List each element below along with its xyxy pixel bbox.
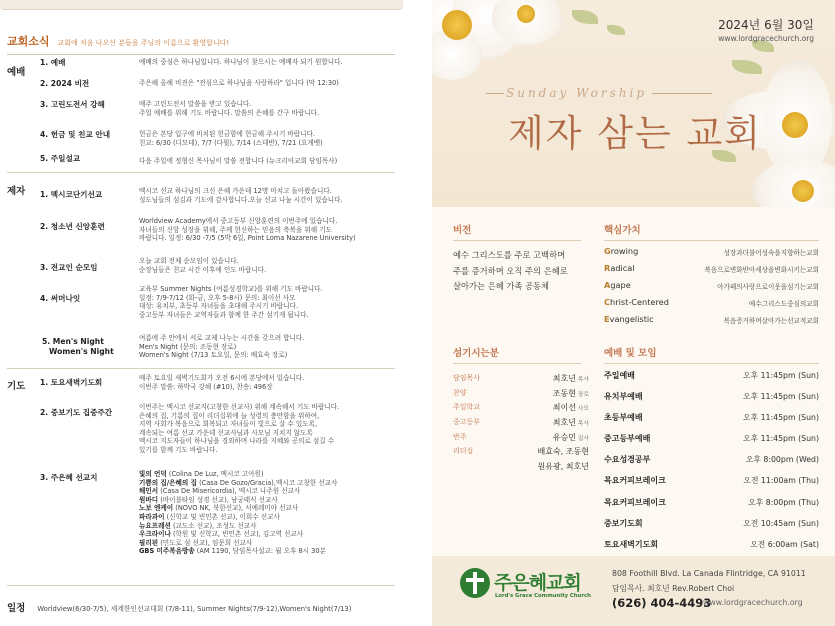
item-desc [139,130,397,147]
desc-line: 대상: 유치부, 초등부 자녀들을 초대해 주시기 바랍니다. [139,302,299,311]
servant-name: 조동현 장로 [552,388,589,398]
mission-line: 우크라이나 (학원 및 신학교, 빈민촌 선교), 김고역 선교사 [139,530,304,539]
schedule-label: 일정 [7,603,26,614]
notice-header [7,33,395,55]
worship-tag: Sunday Worship [506,86,647,100]
desc-line: 다음 주일에 정형신 목사님이 말씀 전합니다 (뉴크리아교회 담임목사) [139,157,338,165]
core-value-word: Growing [604,246,639,256]
core-value-word: Radical [604,263,635,273]
mission-line: 헤민서 (Casa De Misericordia), 멕시코 나주원 선교사 [139,487,301,496]
church-logo-icon [460,568,490,598]
item-desc [139,100,397,117]
item-desc [139,257,397,274]
item-title: 1. 예배 [40,58,66,67]
worship-time: 오후 11:45pm (Sun) [743,434,819,444]
desc-line: 은혜의 집, 기름의 집이 리더십위에 늘 성령의 충만함을 위하여, [139,411,320,420]
desc-line: 주은혜 올해 비전은 "전심으로 하나님을 사랑하라" 입니다 (막 12:30) [139,79,339,87]
desc-line: 중고등부 자녀들은 교역자들과 함께 한 주간 섬기게 됩니다. [139,310,309,319]
worship-row [604,454,819,475]
desc-line: 여름에 주 안에서 서로 교제 나누는 시간을 갖으려 합니다. [139,334,305,342]
item-desc [139,157,397,166]
mission-line: 원바디 (바이블타임 성경 선교), 남궁태식 선교사 [139,495,278,504]
mission-line: 노보 엔케이 (NOVO NK, 북한선교), 서예레미야 선교사 [139,504,299,513]
item-desc [139,79,397,88]
item-title-line: 5. Men's Night [42,337,104,346]
worship-row [604,433,819,454]
servants-heading: 섬기시는분 [453,348,499,359]
heading-divider [453,363,581,364]
hero-banner [432,0,835,207]
item-title: 3. 전교인 순모임 [40,263,98,272]
core-value-item [604,280,819,297]
worship-name: 중고등부예배 [604,434,651,444]
heading-divider [604,240,819,241]
section-label: 예배 [7,67,26,78]
core-value-word: Evangelistic [604,314,654,324]
servant-row [453,461,589,476]
servant-row [453,388,589,403]
item-title: 1. 멕시코단기선교 [40,190,103,199]
section-divider [7,172,395,173]
item-desc [139,58,397,67]
section-label: 기도 [7,381,26,392]
servant-name: 최호년 목사 [552,374,589,383]
bulletin-date: 2024년 6월 30일 [718,18,814,32]
worship-heading: 예배 및 모임 [604,348,657,359]
worship-row [604,391,819,412]
item-title: 4. 헌금 및 친교 안내 [40,130,111,139]
servant-role: 주일학교 [453,403,481,412]
worship-name: 주일예배 [604,371,635,380]
item-title: 4. 써머나잇 [40,294,81,303]
item-title: 5. 주일설교 [40,154,81,163]
worship-row [604,370,819,391]
mission-line: 빛의 언덕 (Colina De Luz, 멕시코 고아원) [139,470,264,478]
worship-time: 오후 11:45pm (Sun) [743,392,819,402]
church-phone[interactable]: (626) 404-4493 [612,596,712,610]
servant-name: 배효숙, 조동현 [537,447,589,457]
desc-line: 오늘 교회 전체 순모임이 있습니다. [139,257,239,265]
item-title: 3. 주은혜 선교지 [40,473,98,482]
heading-divider [453,240,581,241]
item-desc [139,285,397,319]
item-title: 2. 중보기도 집중주간 [40,408,113,417]
servant-row [453,446,589,461]
vision-heading: 비전 [453,225,472,236]
servant-role: 리더십 [453,447,474,456]
worship-name: 목요커피브레이크 [604,476,666,486]
desc-line: 계속되는 여름 선교 가운데 선교사님과 사모님 지치지 않도록 [139,428,313,437]
worship-name: 목요커피브레이크 [604,497,666,507]
core-values-list [604,246,819,331]
item-title [40,337,132,357]
desc-line: 자녀들의 신앙 성장을 위해, 주께 헌신하는 믿음의 축복을 위해 기도 [139,225,332,234]
section-label: 제자 [7,186,26,197]
desc-line: 멕시코 선교 하나님의 크신 은혜 가운데 12명 마치고 돌아왔습니다. [139,187,332,195]
item-desc [139,217,397,243]
worship-row [604,497,819,518]
servant-role: 담임목사 [453,374,481,382]
core-value-desc: 예수그리스도중심의교회 [748,300,819,308]
section-divider [7,585,395,586]
desc-line: Men's Night (문의: 조동현 장로) [139,342,237,351]
servants-list [453,373,589,476]
section-divider [7,368,395,369]
desc-line: 이번주는 멕시코 선교지(고창한 선교사) 위해 계속해서 기도 바랍니다. [139,403,340,411]
mission-line: GBS 미주복음방송 (AM 1190, 담임목사설교: 월 오후 8시 30분 [139,547,326,556]
desc-line: 이번주 말씀: 하박국 강해 (#10), 찬송: 496장 [139,382,273,391]
mission-line: 파라과이 (신학교 및 빈민촌 선교), 이희수 선교사 [139,512,280,521]
page-title: 제자 삼는 교회 [508,112,762,155]
servant-row [453,373,589,388]
worship-time: 오후 8:00pm (Wed) [745,455,819,465]
mission-line: 필리핀 (민도로 섬 선교), 임문희 선교사 [139,538,253,547]
vision-text [453,248,581,295]
servant-row [453,402,589,417]
desc-line: 일정: 7/9-7/12 (화-금, 오후 5-8시) 문의: 최이선 사모 [139,293,296,302]
item-title-line: Women's Night [49,347,114,356]
mission-line: 기쁨의 집/은혜의 집 (Casa De Gozo/Gracia),멕시코 고창한 선교사 [139,478,338,487]
church-footer [432,556,835,626]
core-value-item [604,297,819,314]
core-value-item [604,246,819,263]
core-value-word: Agape [604,280,631,290]
worship-time: 오전 11:00am (Thu) [743,476,819,486]
core-value-word: Christ-Centered [604,297,669,307]
schedule-text: Worldview(6/30-7/5), 세계한인선교대회 (7/8-11), Summer Nights(7/9-12),Women's Night(7/13) [37,605,352,613]
worship-schedule [604,370,819,560]
worship-row [604,475,819,496]
desc-line: 친교: 6/30 (디모데), 7/7 (다윗), 7/14 (스데반), 7/21 (요게벳) [139,138,323,147]
worship-row [604,412,819,433]
notice-title: 교회소식 [7,35,50,48]
servant-name: 유승민 집사 [552,432,589,442]
desc-line: 주일 예배를 위해 기도 바랍니다. 말씀의 은혜를 간구 바랍니다. [139,108,320,117]
desc-line: 있기를 함께 기도 바랍니다. [139,445,218,454]
servant-row [453,417,589,432]
core-value-desc: 복음증거하며살아가는선교적교회 [723,317,819,325]
website-link[interactable]: www.lordgracechurch.org [718,34,814,43]
desc-line: 바랍니다. 일정: 6/30 -7/5 (5박 6일, Point Loma Nazarene University) [139,234,356,243]
worship-name: 초등부예배 [604,413,643,423]
footer-website-link[interactable]: www.lordgracechurch.org [703,598,803,607]
page-fold-strip [0,0,403,10]
item-desc [139,187,397,204]
church-logo-english: Lord's Grace Community Church [495,593,591,599]
church-logo-name: 주은혜교회 [494,572,581,594]
core-value-desc: 아가페의사랑으로이웃을섬기는교회 [717,283,819,291]
item-desc [139,403,397,455]
divider-line [486,93,504,94]
desc-line: 매주 토요일 새벽기도회가 오전 6시에 본당에서 있습니다. [139,374,305,382]
senior-pastor: 담임목사. 최호년 Rev.Robert Choi [612,584,735,593]
desc-line: 매주 고린도전서 말씀을 받고 있습니다. [139,100,252,108]
desc-line: 순장님들은 친교 시간 이후에 인도 바랍니다. [139,265,267,274]
servant-name: 최이선 사모 [552,403,589,413]
worship-time: 오전 6:00am (Sat) [750,539,819,549]
servant-role: 중고등부 [453,418,481,427]
notice-subtitle: 교회에 처음 나오신 분들을 주님의 이름으로 환영합니다! [57,39,230,47]
worship-time: 오후 11:45pm (Sun) [743,371,819,380]
core-value-desc: 성장과더불어성숙을지향하는교회 [723,249,819,257]
worship-time: 오후 11:45pm (Sun) [743,413,819,423]
core-value-desc: 복음으로변화받아세상을변화시키는교회 [704,266,819,274]
worship-name: 수요성경공부 [604,455,651,465]
core-values-heading: 핵심가치 [604,225,641,236]
item-title: 1. 토요새벽기도회 [40,378,103,387]
core-value-item [604,263,819,280]
servant-role: 반주 [453,432,467,441]
item-title: 2. 청소년 신앙훈련 [40,222,105,231]
bulletin-right-page [432,0,835,626]
heading-divider [604,363,819,364]
desc-line: 예배의 중심은 하나님입니다. 하나님이 찾으시는 예배자 되기 원합니다. [139,58,343,66]
worship-time: 오전 10:45am (Sun) [743,518,819,528]
desc-line: 멕시코 지도자들이 하나님을 경외하며 나라를 지혜와 공의로 섬길 수 [139,437,335,446]
schedule-row [7,600,395,614]
vision-line: 살아가는 은혜 가족 공동체 [453,281,550,291]
desc-line: 교육부 Summer Nights (여름성경학교)를 위해 기도 바랍니다. [139,285,323,293]
vision-line: 예수 그리스도를 주로 고백하며 [453,250,566,260]
divider-line [652,93,712,94]
core-value-item [604,314,819,331]
bulletin-left-page [0,0,403,626]
mission-line: 뉴요프레션 (교도소 선교), 조성도 선교사 [139,521,257,530]
worship-name: 중보기도회 [604,518,643,528]
worship-time: 오후 8:00pm (Thu) [748,497,819,507]
church-address: 808 Foothill Blvd. La Canada Flintridge, CA 91011 [612,569,806,578]
worship-row [604,518,819,539]
item-desc [139,374,397,391]
worship-name: 토요새벽기도회 [604,539,659,549]
item-title: 2. 2024 비전 [40,79,90,88]
desc-line: Women's Night (7/13 토요일, 문의: 배효숙 장로) [139,351,288,360]
item-desc [139,334,397,360]
worship-name: 유치부예배 [604,392,643,402]
vision-line: 주를 증거하며 오직 주의 은혜로 [453,265,568,276]
servant-name: 원유광, 최호년 [537,462,589,472]
item-desc [139,470,397,556]
servant-name: 최호년 목사 [552,418,589,428]
desc-line: Worldview Academy에서 중고등부 신앙훈련의 이번주에 있습니다. [139,217,338,225]
desc-line: 지역 사회가 복음으로 회복되고 자녀들이 빛으로 살 수 있도록, [139,420,318,429]
desc-line: 성도님들의 섬김과 기도에 감사합니다.오늘 선교 나눔 시간이 있습니다. [139,195,343,204]
servant-row [453,432,589,447]
desc-line: 헌금은 본당 입구에 비치된 헌금함에 헌금해 주시기 바랍니다. [139,130,316,138]
servant-role: 찬양 [453,388,467,397]
item-title: 3. 고린도전서 강해 [40,100,105,109]
